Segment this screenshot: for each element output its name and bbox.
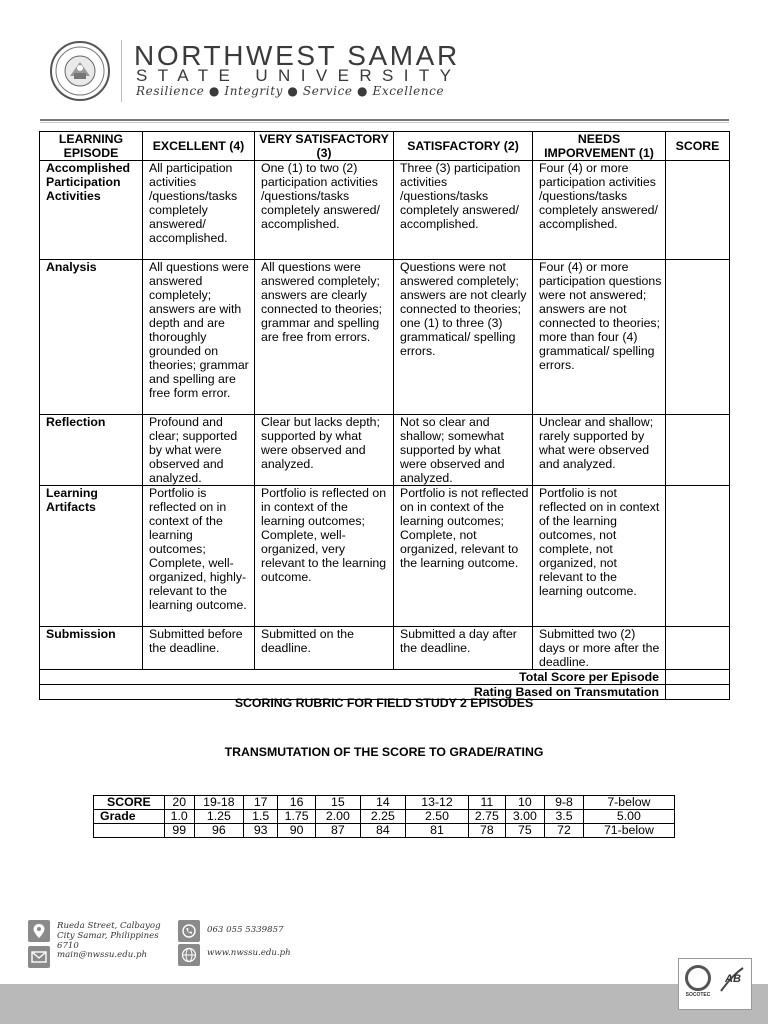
col-header-score: SCORE xyxy=(666,132,730,161)
score-value: 14 xyxy=(360,796,405,810)
score-cell[interactable] xyxy=(666,415,730,486)
rubric-cell: Not so clear and shallow; somewhat supported by what were observed and analyzed. xyxy=(394,415,533,486)
rating-value: 81 xyxy=(405,824,468,838)
criterion-cell: Reflection xyxy=(40,415,143,486)
total-score-row xyxy=(40,670,730,685)
criterion-cell: Accomplished Participation Activities xyxy=(40,161,143,260)
transmutation-title: TRANSMUTATION OF THE SCORE TO GRADE/RATING xyxy=(224,745,544,759)
criterion-cell: Analysis xyxy=(40,260,143,415)
rubric-row xyxy=(40,415,730,486)
email-icon xyxy=(28,946,50,968)
rubric-cell: Submitted a day after the deadline. xyxy=(394,627,533,670)
rating-value: 75 xyxy=(505,824,545,838)
university-name: NORTHWEST SAMAR xyxy=(134,40,460,71)
col-header-satisfactory: SATISFACTORY (2) xyxy=(394,132,533,161)
socotec-logo-icon xyxy=(685,965,711,991)
scoring-rubric-table xyxy=(39,131,730,700)
rubric-cell: Portfolio is not reflected on in context of the learning outcomes, not complete, not organized, not relevant to the learning outcome. xyxy=(533,486,666,627)
grade-value: 5.00 xyxy=(583,810,674,824)
grade-value: 3.5 xyxy=(545,810,584,824)
score-value: 16 xyxy=(278,796,316,810)
col-header-excellent: EXCELLENT (4) xyxy=(143,132,255,161)
transmutation-table xyxy=(93,795,675,838)
rubric-cell: All questions were answered completely; answers are with depth and are thoroughly grounded on theories; grammar and spelling are free form error. xyxy=(143,260,255,415)
grade-value: 2.75 xyxy=(469,810,505,824)
globe-icon xyxy=(178,944,200,966)
rating-value: 84 xyxy=(360,824,405,838)
socotec-label: SOCOTEC xyxy=(685,992,711,998)
certification-logos xyxy=(678,958,752,1010)
score-value: 7-below xyxy=(583,796,674,810)
header-rule-thin xyxy=(40,122,729,123)
rating-value: 72 xyxy=(545,824,584,838)
footer-email[interactable]: main@nwssu.edu.ph xyxy=(57,950,148,960)
rubric-header-row xyxy=(40,132,730,161)
score-value: 13-12 xyxy=(405,796,468,810)
grade-value: 2.00 xyxy=(315,810,360,824)
rubric-cell: One (1) to two (2) participation activities /questions/tasks completely answered/ accomplished. xyxy=(255,161,394,260)
transmutation-grade-row xyxy=(94,810,675,824)
grade-value: 2.50 xyxy=(405,810,468,824)
footer-phone: 063 055 5339857 xyxy=(207,925,284,935)
rubric-cell: Unclear and shallow; rarely supported by what were observed and analyzed. xyxy=(533,415,666,486)
score-value: 15 xyxy=(315,796,360,810)
footer-bar xyxy=(0,984,768,1024)
total-score-cell[interactable] xyxy=(666,670,730,685)
grade-value: 1.75 xyxy=(278,810,316,824)
university-seal-logo xyxy=(41,40,119,102)
rubric-cell: Portfolio is not reflected on in context of the learning outcomes; Complete, not organized, relevant to the learning outcome. xyxy=(394,486,533,627)
rubric-cell: Four (4) or more participation questions were not answered; answers are not connected to theories; more than four (4) grammatical/ spelling errors. xyxy=(533,260,666,415)
score-value: 10 xyxy=(505,796,545,810)
rubric-cell: Submitted on the deadline. xyxy=(255,627,394,670)
location-pin-icon xyxy=(28,920,50,942)
rubric-cell: Portfolio is reflected on in context of the learning outcomes; Complete, well-organized, very relevant to the learning outcome. xyxy=(255,486,394,627)
rating-value: 71-below xyxy=(583,824,674,838)
grade-value: 3.00 xyxy=(505,810,545,824)
score-cell[interactable] xyxy=(666,161,730,260)
row-label-score: SCORE xyxy=(94,796,165,810)
rubric-cell: Three (3) participation activities /questions/tasks completely answered/ accomplished. xyxy=(394,161,533,260)
rating-label: Rating Based on Transmutation xyxy=(40,685,666,700)
grade-value: 1.25 xyxy=(194,810,243,824)
score-cell[interactable] xyxy=(666,260,730,415)
rubric-row xyxy=(40,486,730,627)
rating-value: 87 xyxy=(315,824,360,838)
rating-value: 90 xyxy=(278,824,316,838)
university-subtitle: STATE UNIVERSITY xyxy=(136,66,462,85)
score-value: 20 xyxy=(164,796,194,810)
rubric-cell: Questions were not answered completely; answers are not clearly connected to theories; one (1) to three (3) grammatical/ spelling errors. xyxy=(394,260,533,415)
rubric-cell: All participation activities /questions/tasks completely answered/ accomplished. xyxy=(143,161,255,260)
rubric-cell: Four (4) or more participation activities /questions/tasks completely answered/ accomplished. xyxy=(533,161,666,260)
rubric-cell: Submitted two (2) days or more after the deadline. xyxy=(533,627,666,670)
phone-icon xyxy=(178,920,200,942)
rubric-row xyxy=(40,627,730,670)
total-score-label: Total Score per Episode xyxy=(40,670,666,685)
rating-value: 78 xyxy=(469,824,505,838)
grade-value: 2.25 xyxy=(360,810,405,824)
rubric-row xyxy=(40,260,730,415)
rubric-cell: Profound and clear; supported by what were observed and analyzed. xyxy=(143,415,255,486)
col-header-learning-episode: LEARNING EPISODE xyxy=(40,132,143,161)
footer-website[interactable]: www.nwssu.edu.ph xyxy=(207,948,291,958)
header-divider xyxy=(121,40,122,102)
score-value: 19-18 xyxy=(194,796,243,810)
score-value: 9-8 xyxy=(545,796,584,810)
criterion-cell: Learning Artifacts xyxy=(40,486,143,627)
rating-value: 96 xyxy=(194,824,243,838)
rubric-cell: Clear but lacks depth; supported by what were observed and analyzed. xyxy=(255,415,394,486)
criterion-cell: Submission xyxy=(40,627,143,670)
row-label-grade: Grade xyxy=(94,810,165,824)
rubric-cell: All questions were answered completely; answers are clearly connected to theories; grammar and spelling are free from errors. xyxy=(255,260,394,415)
score-value: 11 xyxy=(469,796,505,810)
transmutation-rating-row xyxy=(94,824,675,838)
rating-value: 93 xyxy=(244,824,278,838)
footer-address: Rueda Street, Calbayog City Samar, Philippines 6710 xyxy=(57,921,161,951)
col-header-very-satisfactory: VERY SATISFACTORY (3) xyxy=(255,132,394,161)
row-label-rating xyxy=(94,824,165,838)
grade-value: 1.0 xyxy=(164,810,194,824)
rubric-caption: SCORING RUBRIC FOR FIELD STUDY 2 EPISODES xyxy=(234,696,534,710)
grade-value: 1.5 xyxy=(244,810,278,824)
rubric-row xyxy=(40,161,730,260)
rubric-cell: Portfolio is reflected on in context of the learning outcomes; Complete, well-organized, highly-relevant to the learning outcome. xyxy=(143,486,255,627)
transmutation-score-row xyxy=(94,796,675,810)
rubric-cell: Submitted before the deadline. xyxy=(143,627,255,670)
score-cell[interactable] xyxy=(666,486,730,627)
score-cell[interactable] xyxy=(666,627,730,670)
score-value: 17 xyxy=(244,796,278,810)
university-motto: Resilience ● Integrity ● Service ● Excellence xyxy=(136,84,445,98)
rating-value: 99 xyxy=(164,824,194,838)
col-header-needs-improvement: NEEDS IMPORVEMENT (1) xyxy=(533,132,666,161)
ab-label: AB xyxy=(725,973,741,985)
header-rule xyxy=(40,119,729,121)
